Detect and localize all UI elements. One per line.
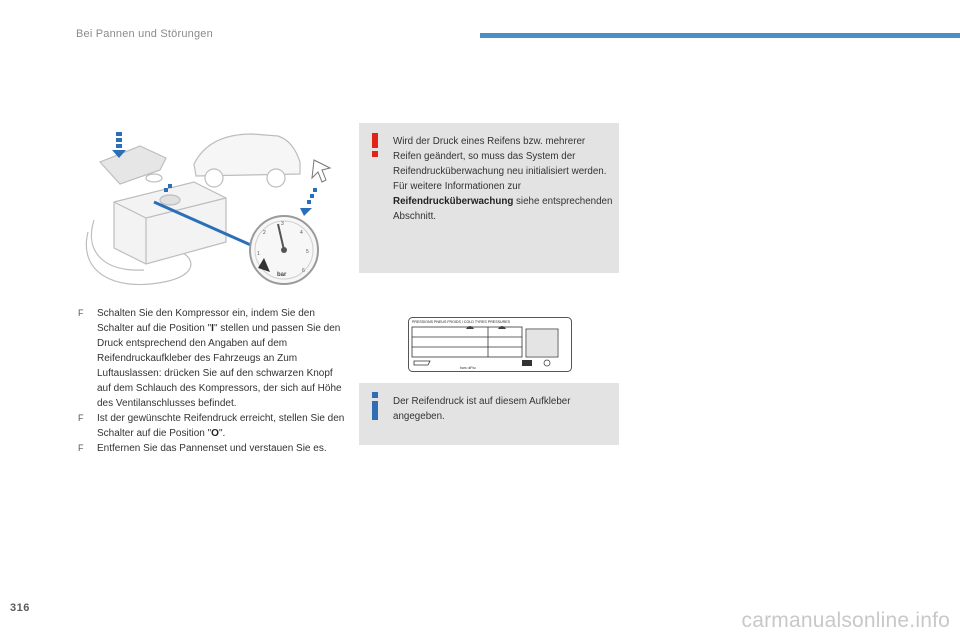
bullet-marker-icon: F <box>78 413 84 423</box>
warning-line-2-bold: Reifendrucküberwachung <box>393 196 514 207</box>
instruction-bold-text: I <box>211 323 214 334</box>
warning-text <box>393 134 615 224</box>
instruction-text-part: " stellen und passen Sie den Druck entsprechend den Angaben auf dem Reifendruckaufkleber des Fahrzeugs an Zum Luftauslassen: drücken Sie auf den schwarzen Knopf auf dem Schlauch des Kompressors, der sich auf Höhe des Ventilanschlusses befindet. <box>97 323 342 409</box>
sticker-units: bars •kPa• <box>460 366 476 370</box>
gauge-unit-label: bar <box>277 272 287 278</box>
instruction-text <box>97 441 348 456</box>
exclamation-icon <box>368 133 382 157</box>
page-section-title: Bei Pannen und Störungen <box>76 28 213 40</box>
page-number: 316 <box>10 602 30 614</box>
sticker-title: PRESSIONS PNEUS FROIDS / COLD TYRES PRESSURES <box>412 320 510 324</box>
header-accent-bar <box>480 33 960 38</box>
warning-box <box>359 123 619 273</box>
info-box <box>359 383 619 445</box>
info-icon <box>368 392 382 420</box>
instruction-text <box>97 411 348 441</box>
gauge-tick-3: 3 <box>281 221 284 227</box>
instruction-item <box>78 411 348 441</box>
compressor-illustration <box>74 122 344 294</box>
watermark: carmanualsonline.info <box>741 609 950 632</box>
instruction-list <box>78 306 348 456</box>
instruction-text-part: Schalten Sie den Kompressor ein, indem Sie den Schalter auf die Position " <box>97 308 315 334</box>
warning-line-2-suffix: siehe entsprechenden Abschnitt. <box>393 196 613 222</box>
instruction-item <box>78 441 348 456</box>
warning-line-2-prefix: Für weitere Informationen zur <box>393 181 521 192</box>
bullet-marker-icon: F <box>78 443 84 453</box>
gauge-tick-5: 5 <box>306 249 309 255</box>
instruction-text <box>97 306 348 411</box>
instruction-text-part: Ist der gewünschte Reifendruck erreicht, stellen Sie den Schalter auf die Position " <box>97 413 345 439</box>
gauge-tick-6: 6 <box>302 268 305 274</box>
warning-line-1: Wird der Druck eines Reifens bzw. mehrerer Reifen geändert, so muss das System der Reifendrucküberwachung neu initialisiert werden. <box>393 136 607 177</box>
info-text: Der Reifendruck ist auf diesem Aufkleber angegeben. <box>393 396 571 422</box>
instruction-text-part: Entfernen Sie das Pannenset und verstauen Sie es. <box>97 443 327 454</box>
instruction-item <box>78 306 348 411</box>
instruction-text-part: ". <box>218 428 226 439</box>
gauge-tick-4: 4 <box>300 230 303 236</box>
gauge-tick-1: 1 <box>257 251 260 257</box>
bullet-marker-icon: F <box>78 308 84 318</box>
tyre-pressure-sticker <box>408 317 572 372</box>
gauge-tick-2: 2 <box>263 230 266 236</box>
instruction-bold-text: O <box>211 428 219 439</box>
